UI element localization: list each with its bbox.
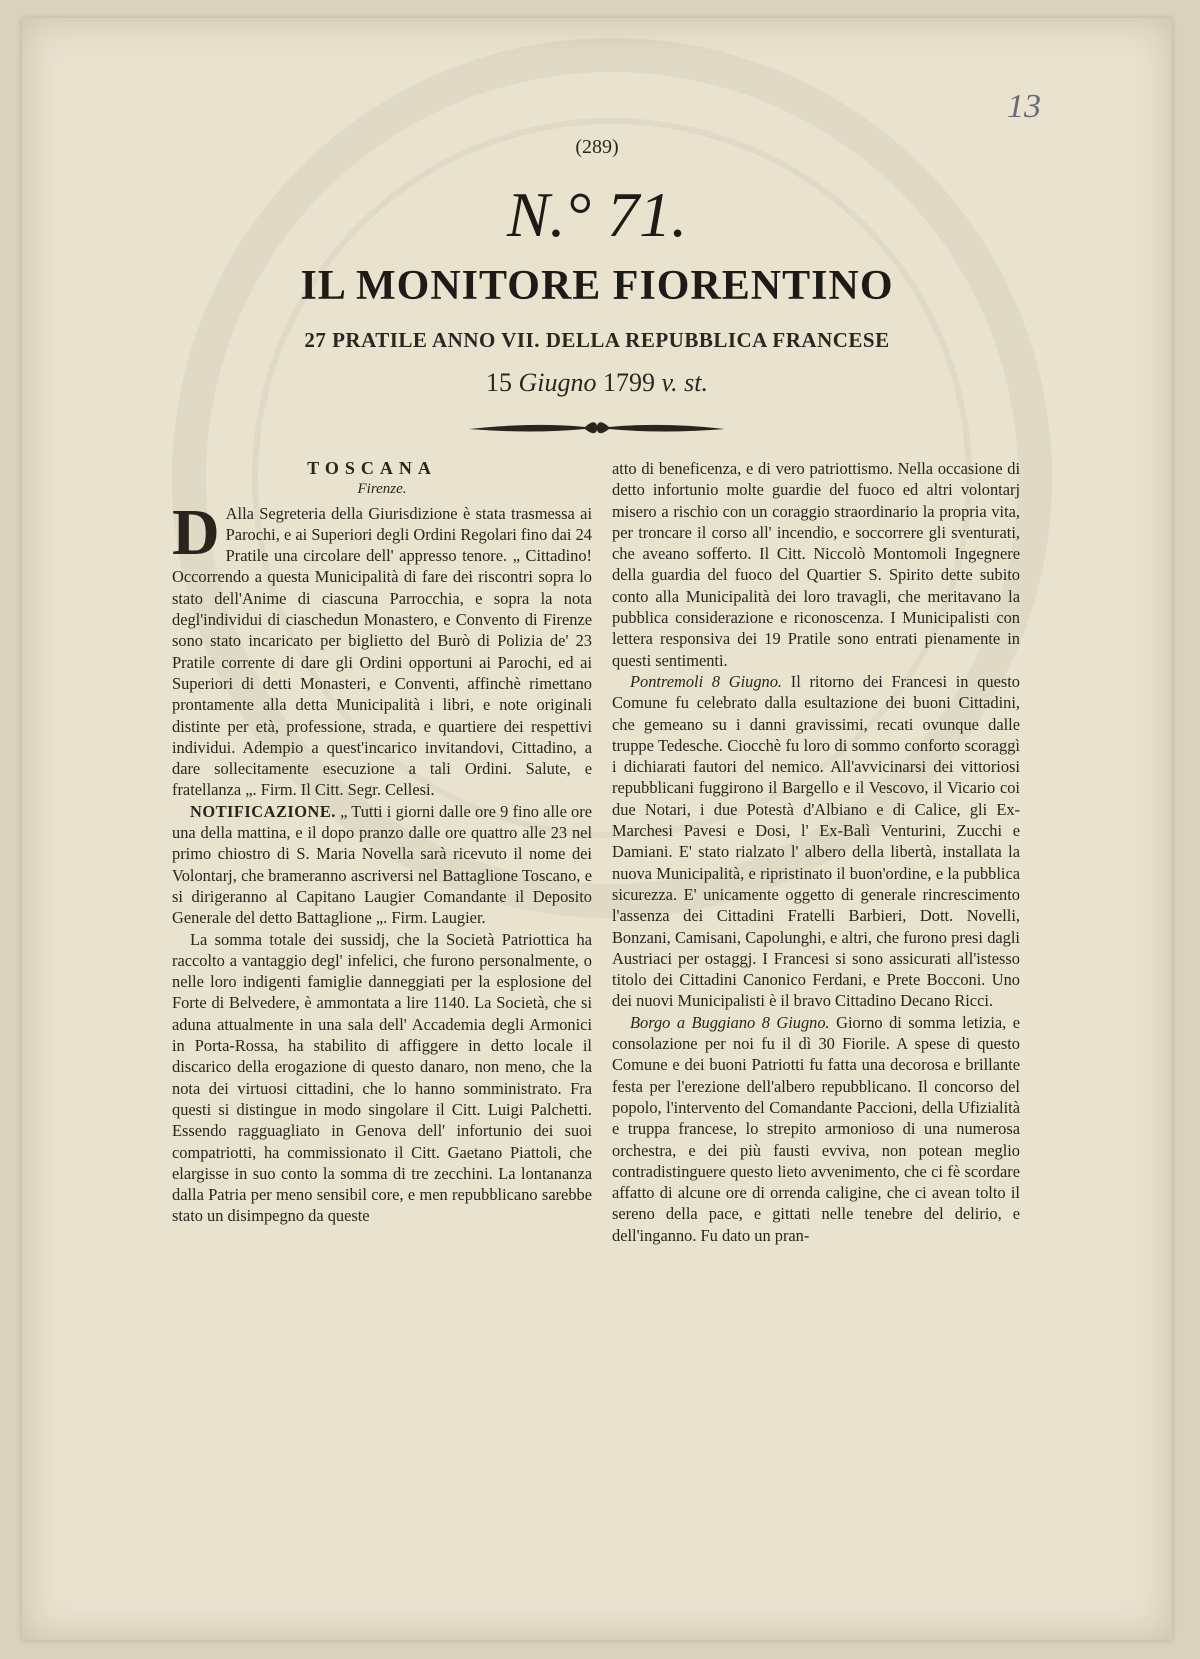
article-text: atto di beneficenza, e di vero patriottismo. Nella occasione di detto infortunio molte guardie del fuoco ed altri volontarj misero a rischio con un coraggio straordinario la propria vita, per troncare il corso all' incendio, e soccorrere gli sventurati, che aveano sofferto. Il Citt. Niccolò Montomoli Ingegnere della guardia del fuoco del Quartier S. Spirito dette subito conto alla Municipalità dei loro travagli, che meritavano la pubblica considerazione e riconoscenza. I Municipalisti con lettera responsiva dei 19 Pratile sono entrati pienamente in questi sentimenti. bbox=[612, 459, 1020, 670]
newspaper-page bbox=[22, 18, 1172, 1640]
article-paragraph bbox=[172, 495, 592, 801]
article-text: La somma totale dei sussidj, che la Società Patriottica ha raccolto a vantaggio degl' infelici, che furono personalmente, o nelle loro indigenti famiglie danneggiati per la esplosione del Forte di Belvedere, è ammontata a lire 1140. La Società, che si aduna attualmente in una sala dell' Accademia degli Armonici in Porta-Rossa, ha stabilito di affiggere in detto locale il discarico della erogazione di questo danaro, non meno, che la nota dei virtuosi cittadini, che lo hanno somministrato. Fra questi si distingue in modo singolare il Citt. Luigi Palchetti. Essendo ragguagliato in Genova dell' infortunio dei suoi compatriotti, ha commissionato il Citt. Gaetano Piattoli, che elargisse in suo conto la somma di tre zecchini. La lontananza dalla Patria per meno sensibil core, e men repubblicano sarebbe stato un disimpegno da queste bbox=[172, 929, 592, 1226]
dateline-place: Borgo a Buggiano 8 Giugno. bbox=[630, 1012, 830, 1032]
article-paragraph bbox=[172, 929, 592, 1227]
date-month: Giugno bbox=[518, 368, 597, 397]
dateline-place: Firenze. bbox=[357, 481, 407, 498]
left-column bbox=[172, 458, 592, 1227]
date-year: 1799 bbox=[603, 368, 656, 397]
article-text: Il ritorno dei Francesi in questo Comune fu celebrato dalla esultazione dei buoni Cittadini, che gemeano su i danni gravissimi, recati ovunque dalle truppe Tedesche. Ciocchè fu loro di sommo conforto scoraggì i dichiarati fautori del nemico. All'avvicinarsi dei vittoriosi repubblicani fuggirono il Bargello e il Vescovo, il Vicario coi due Notari, i due Potestà d'Albiano e di Calice, gli Ex-Marchesi Pavesi e Dosi, l' Ex-Balì Venturini, Zucchi e Damiani. E' stato rialzato l' albero della libertà, installata la nuova Municipalità, e ripristinato il buon'ordine, e la pubblica sicurezza. E' unicamente oggetto di generale rincrescimento l'assenza dei Cittadini Fratelli Barbieri, Dott. Novelli, Bonzani, Camisani, Capolunghi, e altri, che furono presi dagli Austriaci per ostaggj. I Francesi si sono assicurati all'istesso titolo dei Cittadini Canonico Ferdani, e Prete Bocconi. Uno dei nuovi Municipalisti è il bravo Cittadino Decano Ricci. bbox=[612, 671, 1020, 1011]
date-day: 15 bbox=[486, 368, 513, 397]
date-style: v. st. bbox=[661, 368, 708, 397]
article-paragraph bbox=[612, 671, 1020, 1012]
article-paragraph bbox=[612, 458, 1020, 671]
article-text: Giorno di somma letizia, e consolazione per noi fu il dì 30 Fiorile. A spese di questo Comune e dei buoni Patriotti fu fatta una decorosa e brillante festa per l'erezione dell'albero repubblicano. Il concorso del popolo, l'intervento del Comandante Paccioni, della Ufizialità e truppa francese, lo strepito armonioso di una numerosa orchestra, e dei più fausti evviva, non potean meglio contradistinguere questo lieto avvenimento, che ci fè scordare affatto di alcune ore di orrenda caligine, che ci avean tolto il sereno della pace, e gittati nelle tenebre del delirio, e dell'inganno. Fu dato un pran- bbox=[612, 1012, 1020, 1245]
masthead-title: IL MONITORE FIORENTINO bbox=[300, 263, 894, 309]
notice-heading: NOTIFICAZIONE. bbox=[190, 801, 336, 821]
right-column bbox=[612, 458, 1020, 1246]
article-text: Alla Segreteria della Giurisdizione è stata trasmessa ai Parochi, e ai Superiori degli Ordini Regolari fino dai 24 Pratile una circolare dell' appresso tenore. „ Cittadino! Occorrendo a questa Municipalità di fare dei riscontri sopra lo stato dell'Anime di ciascuna Parrocchia, e sopra la nota degl'individui di ciaschedun Monastero, e Convento di Firenze sono stato incaricato per biglietto del Burò di Polizia de' 23 Pratile corrente di dare gli Ordini opportuni ai Parochi, ed ai Superiori di detti Monasteri, e Conventi, affinchè rimettano prontamente alla detta Municipalità i libri, e note originali distinte per età, professione, strada, e quartiere dei respettivi individui. Adempio a quest'incarico invitandovi, Cittadino, a dare sollecitamente esecuzione a tali Ordini. Salute, e fratellanza „. Firm. Il Citt. Segr. Cellesi. bbox=[172, 503, 592, 800]
republican-dateline: 27 PRATILE ANNO VII. DELLA REPUBBLICA FRANCESE bbox=[304, 328, 890, 352]
ornamental-rule bbox=[467, 412, 727, 442]
page-number: (289) bbox=[575, 136, 619, 158]
article-paragraph bbox=[612, 1012, 1020, 1246]
handwritten-folio-number: 13 bbox=[1007, 88, 1041, 125]
issue-number: N.° 71. bbox=[506, 179, 688, 250]
article-paragraph bbox=[172, 801, 592, 929]
dateline-place: Pontremoli 8 Giugno. bbox=[630, 671, 783, 691]
gregorian-dateline bbox=[22, 368, 1172, 398]
article-text: „ Tutti i giorni dalle ore 9 fino alle ore una della mattina, e il dopo pranzo dalle ore quattro alle 23 nel primo chiostro di S. Maria Novella sarà ricevuto il nome dei Volontarj, che brameranno ascriversi nel Battaglione Toscano, e si dirigeranno al Capitano Laugier Comandante il Deposito Generale del detto Battaglione „. Firm. Laugier. bbox=[172, 801, 592, 928]
drop-cap: D bbox=[172, 495, 220, 569]
section-heading: TOSCANA bbox=[307, 458, 437, 478]
